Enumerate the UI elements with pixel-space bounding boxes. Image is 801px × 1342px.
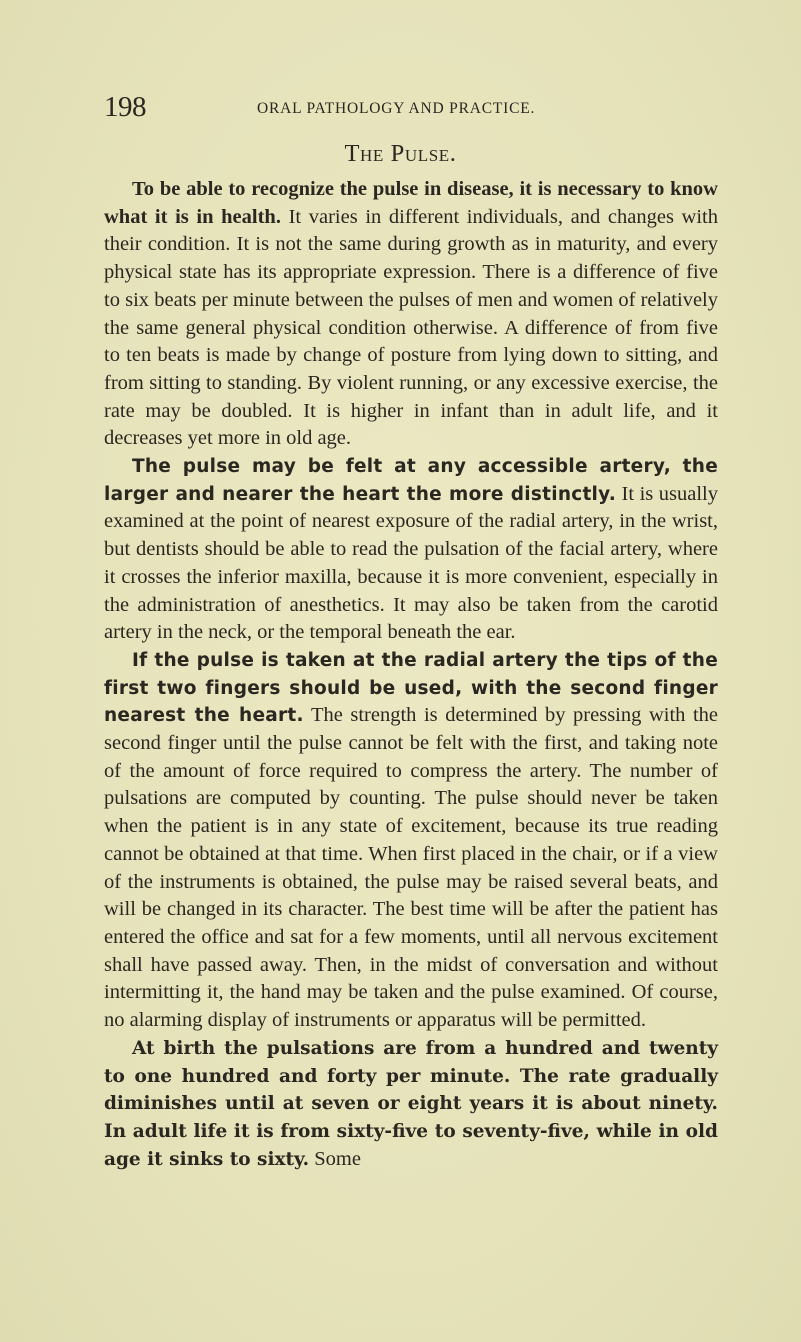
- paragraph-text: The strength is determined by pressing with the second finger until the pulse cannot be felt with the first, and taking note of the amount of force required to compress the artery. The number of pulsations are computed by counting. The pulse should never be taken when the patient is in any state of excitement, because its true reading cannot be obtained at that time. When first placed in the chair, or if a view of the instruments is obtained, the pulse may be raised several beats, and will be changed in its character. The best time will be after the patient has entered the office and sat for a few moments, until all nervous excitement shall have passed away. Then, in the midst of conversation and without intermitting it, the hand may be taken and the pulse examined. Of course, no alarming display of instruments or apparatus will be permitted.: [104, 704, 718, 1032]
- paragraph-lead: To be able to recognize the pulse in disease, it is necessary to know what it is in health.: [104, 178, 718, 228]
- section-title: The Pulse.: [344, 140, 457, 167]
- paragraph-radial-artery: [104, 647, 718, 1035]
- paragraph-health: [104, 176, 718, 453]
- paragraph-lead: The pulse may be felt at any accessible artery, the larger and nearer the heart the more distinctly.: [104, 456, 718, 505]
- paragraph-lead: At birth the pulsations are from a hundred and twenty to one hundred and forty per minute. The rate gradually diminishes until at seven or eight years it is about ninety. In adult life it is from sixty-five to seventy-five, while in old age it sinks to sixty.: [104, 1037, 718, 1170]
- paragraph-arteries: [104, 453, 718, 647]
- paragraph-lead: If the pulse is taken at the radial artery the tips of the first two fingers should be used, with the second finger nearest the heart.: [104, 649, 718, 727]
- paragraph-text: Some: [309, 1147, 361, 1170]
- paragraph-text: It is usually examined at the point of nearest exposure of the radial artery, in the wrist, but dentists should be able to read the pulsation of the facial artery, where it crosses the inferior maxilla, because it is more convenient, especially in the administration of anesthetics. It may also be taken from the carotid artery in the neck, or the temporal beneath the ear.: [104, 482, 718, 644]
- page-number: 198: [104, 91, 146, 123]
- paragraph-rates: [104, 1035, 718, 1174]
- body-text: [104, 176, 718, 1173]
- paragraph-text: It varies in different individuals, and changes with their condition. It is not the same during growth as in maturity, and every physical state has its appropriate expression. There is a difference of five to six beats per minute between the pulses of men and women of relatively the same general physical condition otherwise. A difference of from five to ten beats is made by change of posture from lying down to sitting, and from sitting to standing. By violent running, or any excessive exercise, the rate may be doubled. It is higher in infant than in adult life, and it decreases yet more in old age.: [104, 205, 719, 450]
- running-head: [104, 92, 744, 126]
- running-title: ORAL PATHOLOGY AND PRACTICE.: [257, 100, 536, 117]
